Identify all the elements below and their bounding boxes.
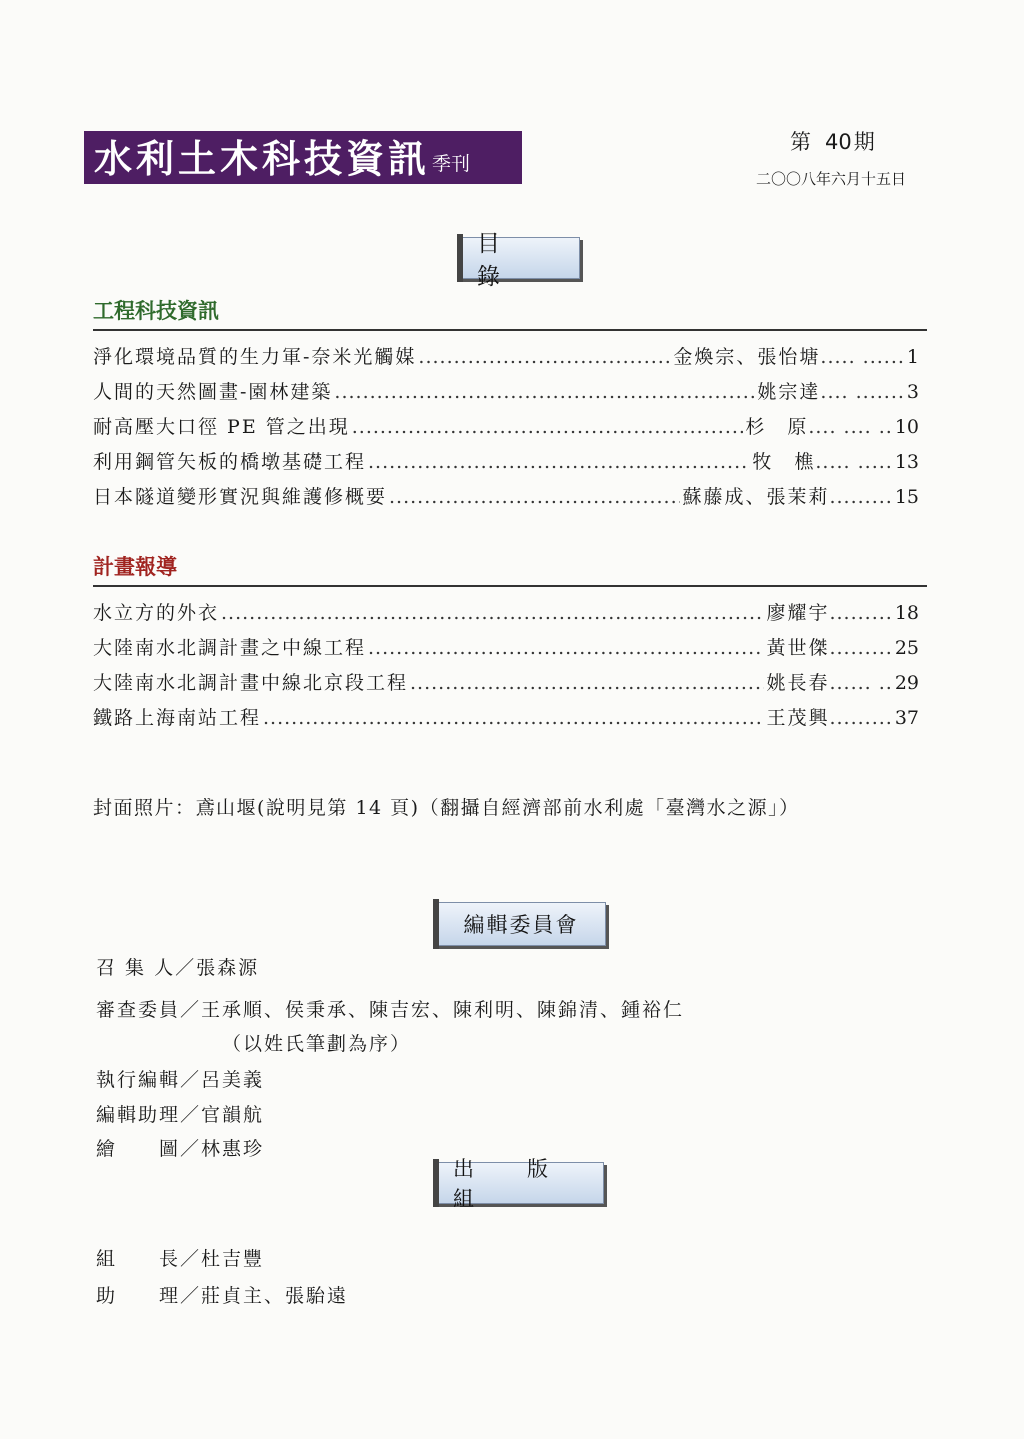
toc-entry-tail: ......... (829, 602, 893, 624)
toc-list-projects (93, 598, 919, 738)
toc-entry-author: 姚宗達 (757, 381, 821, 403)
staff-line: 組 長／杜吉豐 (96, 1248, 265, 1270)
toc-entry[interactable] (93, 342, 919, 377)
toc-entry-author: 金煥宗、張怡塘 (673, 346, 821, 368)
masthead-title: 水利土木科技資訊 (94, 136, 431, 181)
issue-number (790, 126, 889, 156)
staff-line: 助 理／莊貞主、張駘遠 (96, 1285, 349, 1307)
toc-entry-tail: ......... (829, 707, 893, 729)
toc-entry-page: 25 (894, 637, 919, 659)
toc-entry-title: 人間的天然圖畫-園林建築 (93, 381, 333, 403)
staff-line: 執行編輯／呂美義 (96, 1069, 265, 1091)
toc-entry-page: 3 (906, 381, 919, 403)
toc-entry[interactable] (93, 668, 919, 703)
toc-entry-tail: ...... .. (829, 672, 893, 694)
toc-entry[interactable] (93, 482, 919, 517)
toc-entry[interactable] (93, 412, 919, 447)
toc-entry-title: 大陸南水北調計畫之中線工程 (93, 637, 367, 659)
toc-entry-tail: .... .... .. (808, 416, 893, 438)
toc-heading: 目 錄 (460, 237, 580, 279)
editorial-heading: 編輯委員會 (436, 902, 606, 946)
leader-dots (352, 416, 744, 438)
toc-entry-author: 杉 原 (745, 416, 809, 438)
toc-entry-author: 黃世傑 (766, 637, 830, 659)
toc-entry-page: 10 (894, 416, 919, 438)
section-heading-projects: 計畫報導 (93, 551, 927, 587)
leader-dots (389, 486, 680, 508)
toc-entry-tail: ..... ..... (815, 451, 893, 473)
staff-line: 繪 圖／林惠珍 (96, 1138, 265, 1160)
publishing-heading: 出 版 組 (436, 1162, 604, 1204)
toc-entry-author: 姚長春 (766, 672, 830, 694)
toc-entry[interactable] (93, 633, 919, 668)
toc-entry-title: 利用鋼管矢板的橋墩基礎工程 (93, 451, 367, 473)
leader-dots (368, 451, 750, 473)
issue-value: 40 (825, 130, 852, 154)
toc-entry-tail: .... ....... (820, 381, 905, 403)
toc-entry-tail: ..... ...... (820, 346, 905, 368)
toc-entry-page: 13 (894, 451, 919, 473)
toc-entry-page: 37 (894, 707, 919, 729)
toc-entry-page: 18 (894, 602, 919, 624)
toc-entry-page: 15 (894, 486, 919, 508)
toc-entry[interactable] (93, 598, 919, 633)
masthead-banner (84, 131, 522, 184)
toc-entry-title: 耐高壓大口徑 PE 管之出現 (93, 416, 350, 438)
toc-entry-tail: ......... (829, 637, 893, 659)
leader-dots (263, 707, 764, 729)
issue-prefix: 第 (790, 130, 811, 154)
toc-entry-title: 日本隧道變形實況與維護修概要 (93, 486, 388, 508)
toc-entry-page: 29 (894, 672, 919, 694)
toc-list-tech (93, 342, 919, 517)
toc-entry-author: 王茂興 (766, 707, 830, 729)
leader-dots (410, 672, 764, 694)
staff-note: （以姓氏筆劃為序） (222, 1033, 412, 1055)
staff-line: 召 集 人／張森源 (96, 957, 260, 979)
toc-entry-page: 1 (906, 346, 919, 368)
toc-entry[interactable] (93, 703, 919, 738)
toc-entry-title: 淨化環境品質的生力軍-奈米光觸媒 (93, 346, 417, 368)
leader-dots (334, 381, 755, 403)
toc-entry-title: 鐵路上海南站工程 (93, 707, 262, 729)
toc-entry-author: 廖耀宇 (766, 602, 830, 624)
toc-entry-tail: ......... (829, 486, 893, 508)
toc-entry-title: 水立方的外衣 (93, 602, 220, 624)
staff-line: 審查委員／王承順、侯秉承、陳吉宏、陳利明、陳錦清、鍾裕仁 (96, 999, 685, 1021)
staff-line: 編輯助理／官韻航 (96, 1104, 265, 1126)
leader-dots (221, 602, 764, 624)
issue-date: 二〇〇八年六月十五日 (756, 170, 907, 188)
section-heading-tech: 工程科技資訊 (93, 295, 927, 331)
toc-entry[interactable] (93, 447, 919, 482)
issue-suffix: 期 (853, 130, 875, 154)
masthead-suffix: 季刊 (432, 153, 471, 175)
toc-entry-title: 大陸南水北調計畫中線北京段工程 (93, 672, 409, 694)
leader-dots (418, 346, 671, 368)
leader-dots (368, 637, 764, 659)
toc-entry-author: 蘇藤成、張茉莉 (682, 486, 830, 508)
toc-entry[interactable] (93, 377, 919, 412)
toc-entry-author: 牧 樵 (752, 451, 816, 473)
cover-photo-note: 封面照片：鳶山堰(說明見第 14 頁)（翻攝自經濟部前水利處「臺灣水之源」） (93, 797, 800, 819)
